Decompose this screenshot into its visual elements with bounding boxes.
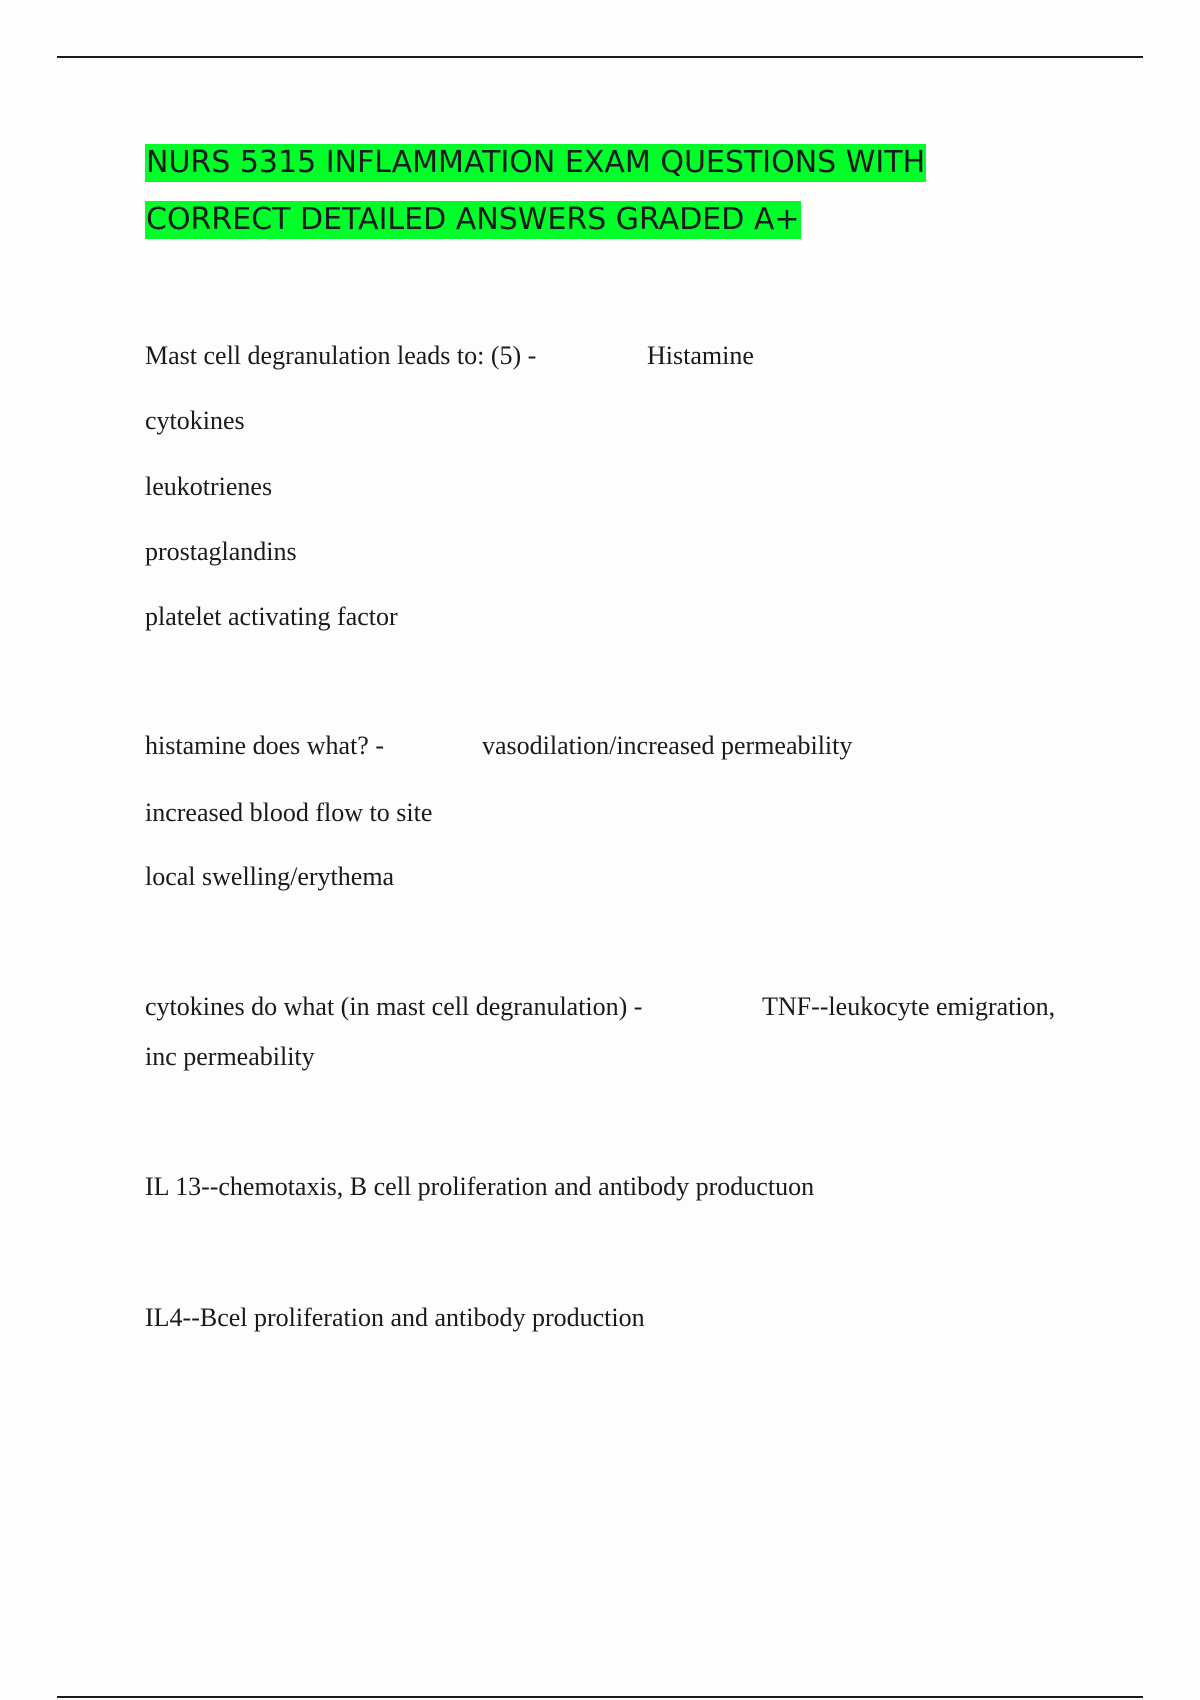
answer-text: Histamine — [647, 341, 754, 370]
body-line: IL4--Bcel proliferation and antibody production — [145, 1303, 645, 1332]
answer-line: prostaglandins — [145, 537, 297, 566]
body-line: IL 13--chemotaxis, B cell proliferation and antibody productuon — [145, 1172, 815, 1201]
answer-text: vasodilation/increased permeability — [482, 731, 853, 760]
document-title-line-1: NURS 5315 INFLAMMATION EXAM QUESTIONS WITH — [146, 145, 926, 180]
answer-line: platelet activating factor — [145, 602, 398, 631]
answer-text: TNF--leukocyte emigration, — [762, 992, 1056, 1021]
question-text: cytokines do what (in mast cell degranulation) - — [145, 992, 643, 1021]
footer-rule — [57, 1696, 1143, 1698]
answer-line: cytokines — [145, 406, 245, 435]
question-text: Mast cell degranulation leads to: (5) - — [145, 341, 537, 370]
document-title-line-2: CORRECT DETAILED ANSWERS GRADED A+ — [146, 202, 800, 237]
answer-line: local swelling/erythema — [145, 862, 395, 891]
header-rule — [57, 56, 1143, 58]
answer-line: leukotrienes — [145, 472, 273, 501]
question-text: histamine does what? - — [145, 731, 384, 760]
answer-line: inc permeability — [145, 1042, 315, 1071]
answer-line: increased blood flow to site — [145, 798, 433, 827]
